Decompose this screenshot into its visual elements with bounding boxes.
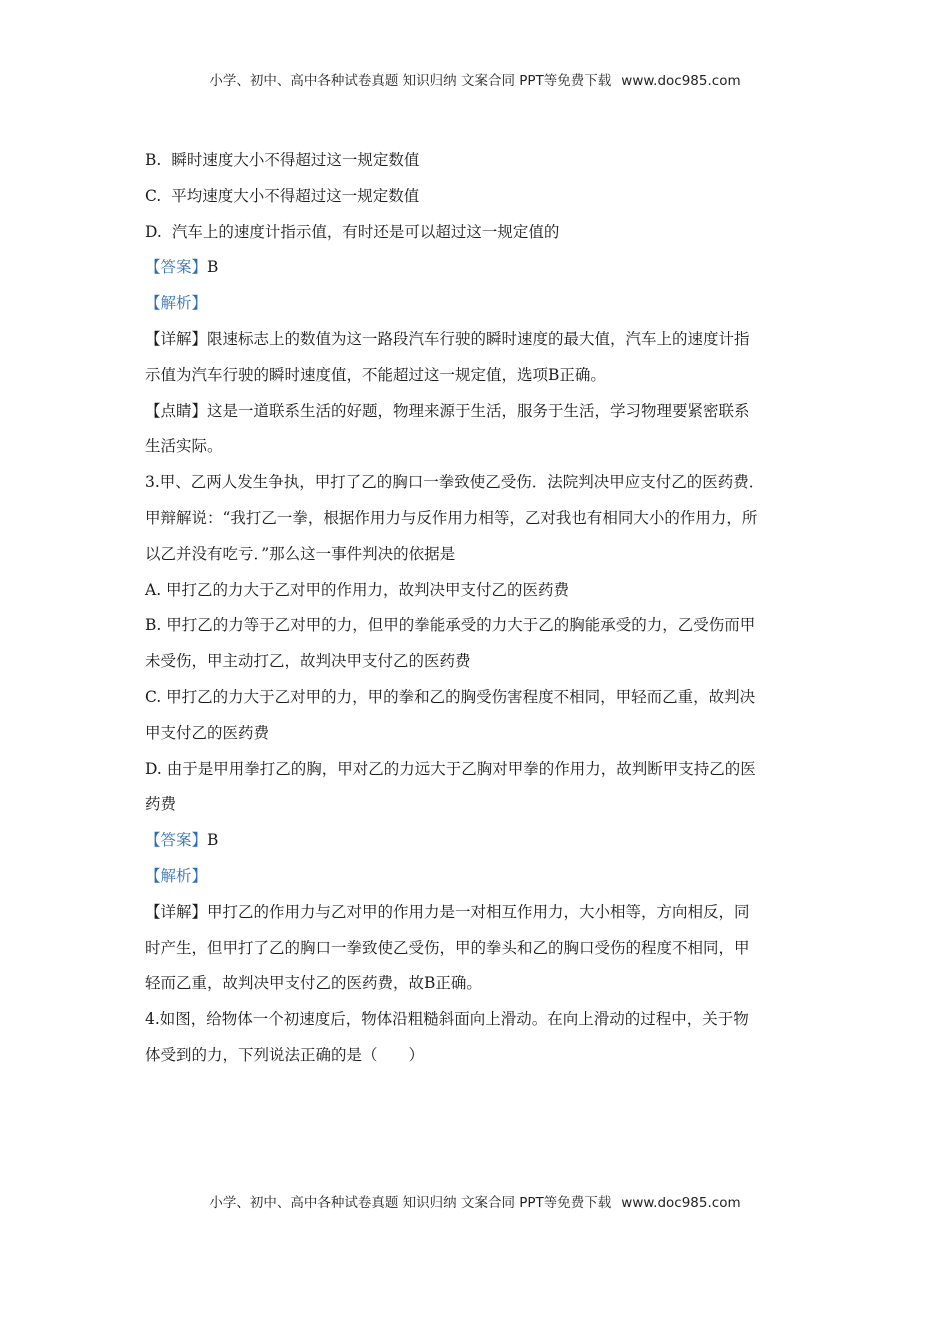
q2-detail-line-1: 【详解】限速标志上的数值为这一路段汽车行驶的瞬时速度的最大值，汽车上的速度计指 [145, 329, 750, 348]
q2-comment-line-2: 生活实际。 [145, 437, 223, 456]
document-body [145, 143, 815, 1074]
answer-tag: 【答案】 [145, 831, 208, 850]
q4-stem-line-2: 体受到的力，下列说法正确的是（ ） [145, 1045, 425, 1064]
footer-url[interactable]: www.doc985.com [621, 1195, 741, 1211]
q2-analysis-tag: 【解析】 [145, 294, 208, 313]
q3-stem-line-2: 甲辩解说：“我打乙一拳，根据作用力与反作用力相等，乙对我也有相同大小的作用力，所 [145, 508, 758, 527]
q2-answer [145, 250, 815, 286]
q3-option-a: A. 甲打乙的力大于乙对甲的作用力，故判决甲支付乙的医药费 [145, 580, 570, 599]
q3-option-c-line-2: 甲支付乙的医药费 [145, 723, 270, 742]
answer-tag: 【答案】 [145, 258, 208, 277]
q2-comment-line-1: 【点睛】这是一道联系生活的好题，物理来源于生活，服务于生活，学习物理要紧密联系 [145, 401, 750, 420]
q2-option-b: B. 瞬时速度大小不得超过这一规定数值 [145, 151, 420, 169]
q3-option-d-line-1: D. 由于是甲用拳打乙的胸，甲对乙的力远大于乙胸对甲拳的作用力，故判断甲支持乙的医 [145, 759, 756, 778]
q3-detail-line-3: 轻而乙重，故判决甲支付乙的医药费，故B正确。 [145, 974, 482, 993]
q3-analysis-tag: 【解析】 [145, 866, 208, 885]
q2-option-c: C. 平均速度大小不得超过这一规定数值 [145, 186, 420, 205]
detail-tag: 【详解】 [145, 902, 208, 921]
q3-option-c-line-1: C. 甲打乙的力大于乙对甲的力，甲的拳和乙的胸受伤害程度不相同，甲轻而乙重，故判决 [145, 687, 756, 706]
header-text: 小学、初中、高中各种试卷真题 知识归纳 文案合同 PPT等免费下载 [209, 73, 612, 89]
q3-answer [145, 823, 815, 859]
q3-detail-line-2: 时产生，但甲打了乙的胸口一拳致使乙受伤，甲的拳头和乙的胸口受伤的程度不相同，甲 [145, 938, 750, 957]
q2-option-d: D. 汽车上的速度计指示值，有时还是可以超过这一规定值的 [145, 222, 560, 241]
detail-tag: 【详解】 [145, 329, 208, 348]
answer-value: B [207, 258, 219, 277]
q4-stem-line-1: 4.如图，给物体一个初速度后，物体沿粗糙斜面向上滑动。在向上滑动的过程中，关于物 [145, 1010, 749, 1029]
q3-stem-line-1: 3.甲、乙两人发生争执，甲打了乙的胸口一拳致使乙受伤．法院判决甲应支付乙的医药费． [145, 473, 765, 492]
footer-text: 小学、初中、高中各种试卷真题 知识归纳 文案合同 PPT等免费下载 [209, 1195, 612, 1211]
q3-option-d-line-2: 药费 [145, 795, 177, 814]
answer-value: B [207, 831, 219, 850]
q3-option-b-line-1: B. 甲打乙的力等于乙对甲的力，但甲的拳能承受的力大于乙的胸能承受的力，乙受伤而甲 [145, 616, 756, 635]
page-footer [0, 1191, 950, 1211]
q3-detail-line-1: 【详解】甲打乙的作用力与乙对甲的作用力是一对相互作用力，大小相等，方向相反，同 [145, 902, 750, 921]
comment-tag: 【点睛】 [145, 401, 208, 420]
page-header [0, 69, 950, 89]
q3-stem-line-3: 以乙并没有吃亏．”那么这一事件判决的依据是 [145, 544, 456, 563]
q2-detail-line-2: 示值为汽车行驶的瞬时速度值，不能超过这一规定值，选项B正确。 [145, 365, 606, 384]
header-url[interactable]: www.doc985.com [621, 73, 741, 89]
q3-option-b-line-2: 未受伤，甲主动打乙，故判决甲支付乙的医药费 [145, 652, 471, 671]
